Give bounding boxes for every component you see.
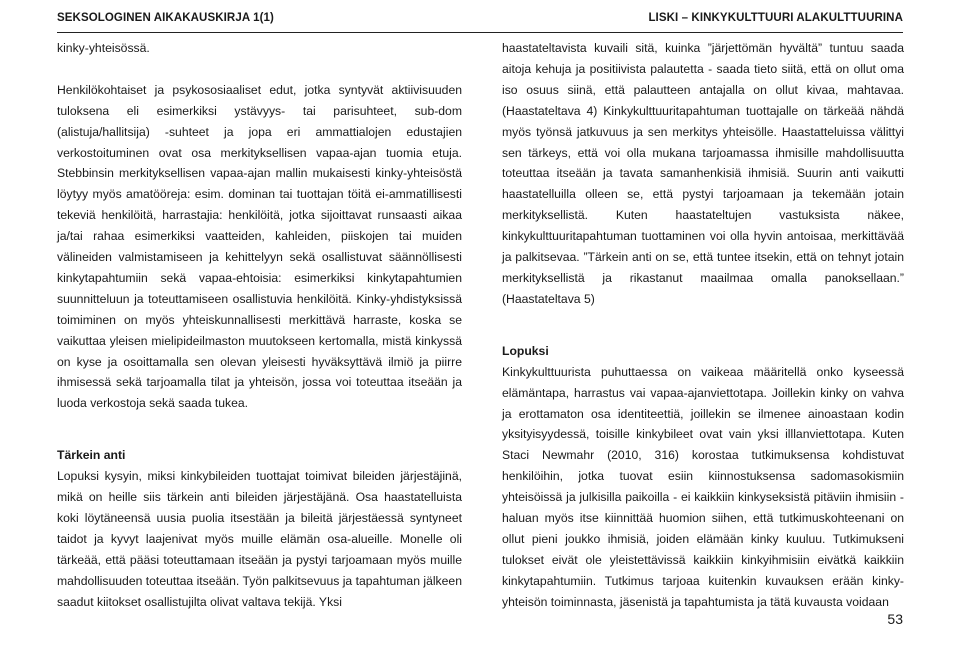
section-gap [57,414,462,445]
section-heading-tarkein-anti: Tärkein anti [57,448,126,463]
journal-title: SEKSOLOGINEN AIKAKAUSKIRJA 1(1) [57,12,274,24]
page-number: 53 [887,611,903,627]
section-heading-lopuksi: Lopuksi [502,343,549,358]
paragraph-interviews: haastateltavista kuvaili sitä, kuinka ”järjettömän hyvältä” tuntuu saada aitoja kehuja ja positiivista palautetta - saada tieto siitä, että on ollut oma iso osuus siinä, että palautteen antajalla on ollut kivaa, mahtavaa. (Haastateltava 4) Kinkykulttuuritapahtuman tuottajalle on tärkeää nähdä myös työnsä jatkuvuus ja sen merkitys yhteisölle. Haastatteluissa välittyi sen tärkeys, että voi olla mukana tarjoamassa ihmisille mahdollisuutta toteuttaa itseään ja tavata samanhenkisiä ihmisiä. Suurin anti vaikutti haastatelluilla olleen se, että pystyi tarjoamaan ja tekemään jotain merkityksellistä. Kuten haastateltujen vastuksista näkee, kinkykulttuuritapahtuman tuottaminen voi olla hyvin antoisaa, merkittävää ja palkitsevaa. ”Tärkein anti on se, että tuntee itsekin, että on tehnyt jotain merkityksellistä ja rikastanut maailmaa omalla panoksellaan.” (Haastateltava 5) [502,41,904,306]
header-rule [57,32,903,33]
paragraph-gap [57,59,462,80]
paragraph-continuation: kinky-yhteisössä. [57,41,150,55]
section-gap [502,310,904,341]
paragraph-lopuksi: Kinkykulttuurista puhuttaessa on vaikeaa määritellä onko kyseessä elämäntapa, harrastus vai vapaa-ajanviettotapa. Joillekin kinky on vahva ja erottamaton osa identiteettiä, joillekin se ilmenee ainoastaan kodin yksityisyydessä, toisille kinkybileet ovat vain yksi illlanviettotapa. Kuten Staci Newmahr (2010, 316) korostaa tutkimuksensa kohdistuvat henkilöihin, jotka tuovat esiin kiinnostuksensa sadomasokismiin yhteisöissä ja julkisilla paikoilla - ei kaikkiin kinkyseksistä pitäviin ihmisiin - haluan myös itse kiinnittää huomion siihen, että tutkimuskohteenani on ollut pieni joukko ihmisiä, joiden elämään kinky kuuluu. Tutkimukseni tulokset eivät ole yleistettävissä kaikkiin kinkyihmisiin eivätkä kaikkiin kinkytapahtumiin. Tutkimus tarjoaa kuitenkin kuvauksen erään kinky-yhteisön toiminnasta, jäsenistä ja tapahtumista ja tätä kuvausta voidaan [502,364,904,609]
left-column [57,38,462,613]
article-title: LISKI – KINKYKULTTUURI ALAKULTTUURINA [648,12,903,24]
right-column [502,38,904,613]
paragraph-tarkein-anti: Lopuksi kysyin, miksi kinkybileiden tuottajat toimivat bileiden järjestäjinä, mikä on heille siis tärkein anti bileiden järjestäjänä. Osa haastatelluista koki löytäneensä uusia puolia itsestään ja bileitä järjestäessä syntyneet taidot ja kyvyt laajenivat myös muille elämän osa-alueille. Monelle oli tärkeää, että pääsi toteuttamaan itseään ja pystyi tarjoamaan myös muille mahdollisuuden toteuttaa itseään. Työn palkitsevuus ja tapahtuman jälkeen saadut kiitokset osallistujilta olivat valtava tekijä. Yksi [57,469,462,609]
paragraph-benefits: Henkilökohtaiset ja psykososiaaliset edut, jotka syntyvät aktiivisuuden tuloksena eli esimerkiksi ystävyys- tai parisuhteet, sub-dom (alistuja/hallitsija) -suhteet ja jopa eri ammattialojen edustajien verkostoituminen ovat osa merkityksellisen vapaa-ajan tuomia etuja. Stebbinsin merkityksellisen vapaa-ajan mallin mukaisesti kinky-yhteisöstä löytyy myös amatööreja: esim. dominan tai tuottajan töitä ei-ammatillisesti tekeviä henkilöitä, harrastajia: henkilöitä, jotka sijoittavat runsaasti aikaa ja/tai rahaa esimerkiksi vaatteiden, kahleiden, piiskojen tai muiden välineiden valmistamiseen ja kehittelyyn sekä osallistuvat säännöllisesti kinkytapahtumiin sekä vapaa-ehtoisia: esimerkiksi kinkytapahtumien suunnitteluun ja toteuttamiseen osallistuvia henkilöitä. Kinky-yhdistyksissä toimiminen on myös yhteiskunnallisesti merkittävä harraste, koska se vaikuttaa yleisen mielipideilmaston muutokseen kertomalla, mistä kinkyssä on kyse ja osoittamalla sen olevan yleisesti hyväksyttävä ilmiö ja piirre ihmisessä sekä tarjoamalla tilat ja yhteisön, jossa voi toteuttaa itseään ja luoda verkostoja sekä saada tukea. [57,82,462,411]
